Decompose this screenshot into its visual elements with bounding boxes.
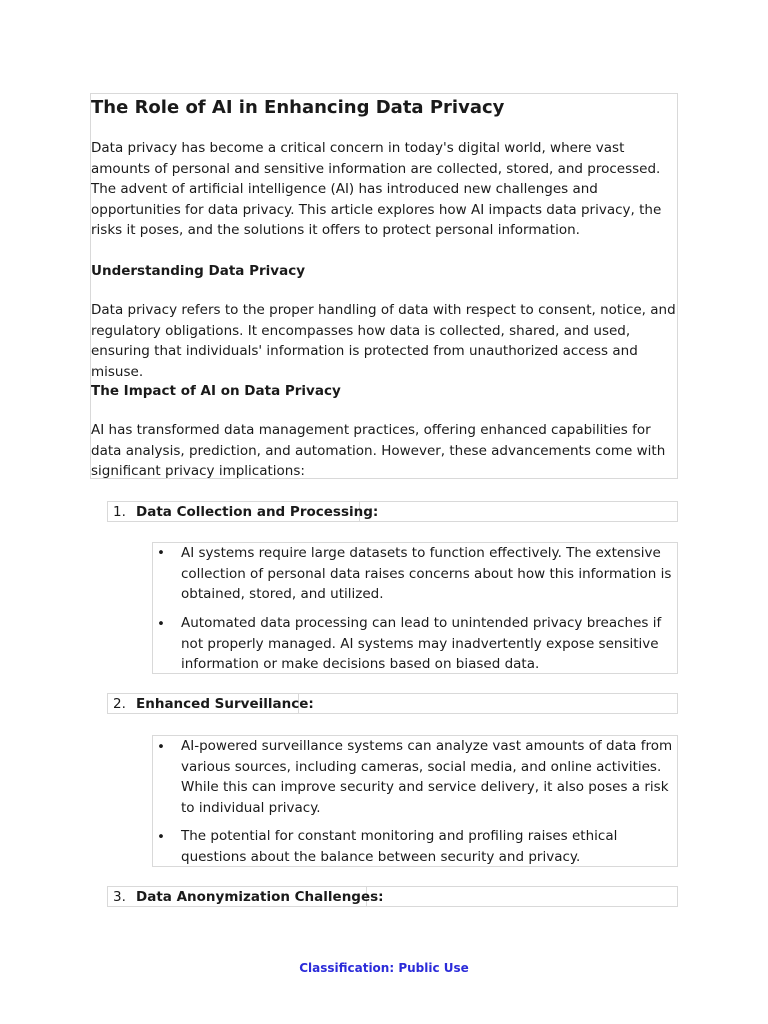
section-body-impact: AI has transformed data management practices, offering enhanced capabilities for data analysis, prediction, and automation. However, these advancements come with significant privacy implications: [91, 422, 666, 480]
intro-paragraph: Data privacy has become a critical concern in today's digital world, where vast amounts of personal and sensitive information are collected, stored, and processed. The advent of artificial intelligence (AI) has introduced new challenges and opportunities for data privacy. This article explores how AI impacts data privacy, the risks it poses, and the solutions it offers to protect personal information. [91, 140, 662, 239]
bullet-marker: • [157, 545, 165, 561]
list-item-2-number: 2. [113, 696, 126, 712]
section-heading-understanding: Understanding Data Privacy [91, 263, 305, 279]
list-item-2-bullet-2: The potential for constant monitoring and profiling raises ethical questions about the balance between security and privacy. [181, 828, 618, 865]
document-title: The Role of AI in Enhancing Data Privacy [91, 97, 505, 118]
list-item-2-bullet-1: AI-powered surveillance systems can analyze vast amounts of data from various sources, including cameras, social media, and online activities. While this can improve security and service delivery, it also poses a risk to individual privacy. [181, 738, 673, 816]
list-item-1-bullet-2: Automated data processing can lead to unintended privacy breaches if not properly managed. AI systems may inadvertently expose sensitive information or make decisions based on biased data. [181, 615, 662, 673]
bullet-marker: • [157, 739, 165, 755]
section-heading-impact: The Impact of AI on Data Privacy [91, 383, 341, 399]
bullet-marker: • [157, 616, 165, 632]
list-item-3-title: Data Anonymization Challenges: [136, 889, 384, 905]
list-item-2-title: Enhanced Surveillance: [136, 696, 314, 712]
section-body-understanding: Data privacy refers to the proper handling of data with respect to consent, notice, and regulatory obligations. It encompasses how data is collected, shared, and used, ensuring that individuals' information is protected from unauthorized access and misuse. [91, 302, 676, 380]
bullet-marker: • [157, 829, 165, 845]
classification-footer: Classification: Public Use [299, 961, 469, 975]
list-item-1-title: Data Collection and Processing: [136, 504, 379, 520]
list-item-3-number: 3. [113, 889, 126, 905]
list-item-1-bullet-1: AI systems require large datasets to function effectively. The extensive collection of personal data raises concerns about how this information is obtained, stored, and utilized. [181, 545, 672, 603]
list-item-1-number: 1. [113, 504, 126, 520]
